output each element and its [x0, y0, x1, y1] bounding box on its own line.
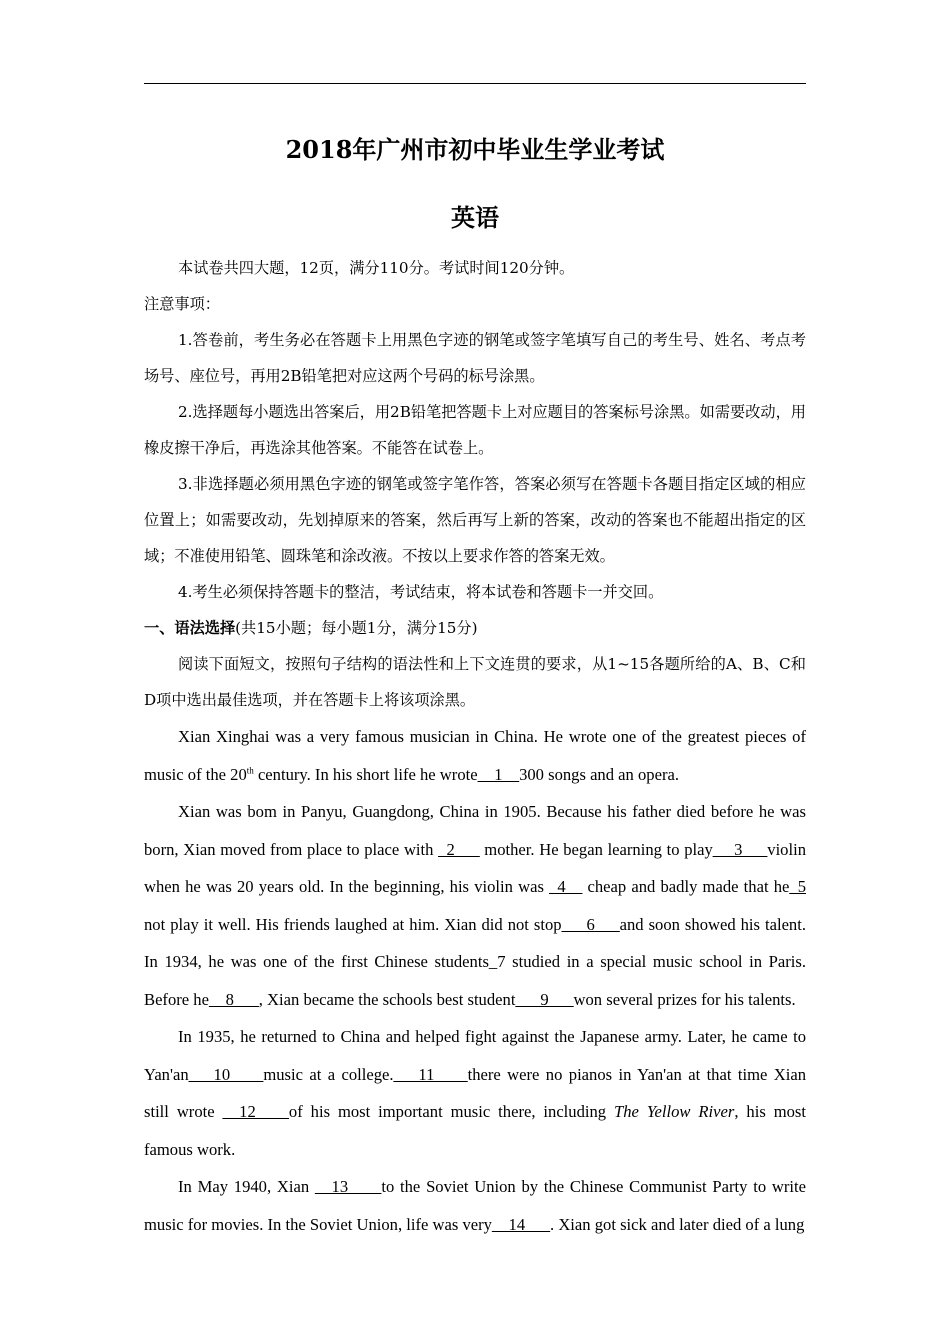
exam-intro: 本试卷共四大题，12页，满分110分。考试时间120分钟。: [178, 259, 575, 277]
blank-5: _5: [789, 877, 806, 896]
note-2: 2.选择题每小题选出答案后，用2B铅笔把答题卡上对应题目的答案标号涂黑。如需要改动，用橡皮擦干净后，再选涂其他答案。不能答在试卷上。: [144, 403, 806, 457]
passage-text: , Xian became the schools best student: [258, 989, 516, 1009]
passage-text: In 1935, he returned to China and helped fight against the Japanese army. Later, he came to Yan'an: [144, 1027, 806, 1084]
blank-6: ___6___: [561, 914, 620, 934]
section-instruction: 阅读下面短文，按照句子结构的语法性和上下文连贯的要求，从1~15各题所给的A、B、C和D项中选出最佳选项，并在答题卡上将该项涂黑。: [144, 655, 806, 709]
blank-3: _ _3___: [712, 839, 768, 859]
passage-text: of his most important music there, including: [288, 1102, 615, 1121]
blank-13: __13____: [314, 1177, 382, 1196]
passage-paragraph-2: [144, 793, 806, 1018]
passage-text: Xian Xinghai was a very famous musician in China. He wrote one of the greatest pieces of music of the 20: [144, 727, 806, 784]
passage-paragraph-4: [144, 1168, 806, 1243]
exam-title: 2018年广州市初中毕业生学业考试: [285, 135, 665, 164]
notes-heading: 注意事项：: [144, 295, 220, 313]
work-title: The Yellow River: [614, 1102, 735, 1121]
passage-text: Xian was bom in Panyu, Guangdong, China in 1905. Because his father died before he was born, Xian moved from place to place with: [144, 802, 806, 859]
note-4: 4.考生必须保持答题卡的整洁，考试结束，将本试卷和答题卡一并交回。: [178, 583, 664, 601]
passage-text: cheap and badly made that he: [582, 877, 790, 896]
header-rule: [144, 83, 806, 84]
blank-9: ___9___: [515, 989, 574, 1009]
blank-8: __8___: [208, 989, 259, 1009]
passage-text: century. In his short life he wrote: [253, 764, 478, 784]
passage-text: violin when he was 20 years old. In the beginning, his violin was: [144, 839, 806, 896]
section-heading: [144, 610, 806, 646]
note-3: 3.非选择题必须用黑色字迹的钢笔或签字笔作答，答案必须写在答题卡各题目指定区域的相应位置上；如需要改动，先划掉原来的答案，然后再写上新的答案，改动的答案也不能超出指定的区域；不准使用铅笔、圆珠笔和涂改液。不按以上要求作答的答案无效。: [144, 475, 806, 565]
subject-title: 英语: [451, 203, 499, 232]
passage-text: not play it well. His friends laughed at him. Xian did not stop: [144, 914, 562, 934]
note-1: 1.答卷前，考生务必在答题卡上用黑色字迹的钢笔或签字笔填写自己的考生号、姓名、考点考场号、座位号，再用2B铅笔把对应这两个号码的标号涂黑。: [144, 331, 806, 385]
passage-text: . Xian got sick and later died of a lung: [550, 1214, 805, 1234]
passage-text: won several prizes for his talents.: [573, 989, 796, 1009]
passage-text: and soon showed his talent. In 1934, he was one of the first Chinese students_7 studied in a special music school in Paris. Before he: [144, 914, 806, 1009]
exam-page: [144, 130, 806, 1243]
blank-1: __1__: [477, 764, 520, 784]
passage-text: mother. He began learning to play: [479, 839, 713, 859]
blank-12: __12____: [222, 1102, 289, 1121]
passage-paragraph-1: [144, 718, 806, 793]
passage-text: 300 songs and an opera.: [519, 764, 679, 784]
superscript: th: [246, 764, 254, 775]
passage-text: , his most famous work.: [144, 1102, 806, 1159]
section-meta: (共15小题；每小题1分，满分15分): [235, 619, 478, 637]
passage-text: to the Soviet Union by the Chinese Communist Party to write music for movies. In the Soviet Union, life was very: [144, 1177, 806, 1234]
blank-11: ___11____: [393, 1064, 468, 1084]
passage-text: there were no pianos in Yan'an at that time Xian still wrote: [144, 1064, 806, 1121]
blank-4: _4__: [549, 877, 583, 896]
passage-paragraph-3: [144, 1018, 806, 1168]
passage-text: In May 1940, Xian: [178, 1177, 315, 1196]
blank-2: _2___: [438, 839, 480, 859]
passage-text: music at a college.: [263, 1064, 394, 1084]
blank-10: ___10____: [188, 1064, 264, 1084]
section-label: 一、语法选择: [144, 619, 236, 637]
blank-14: __14___: [491, 1214, 551, 1234]
